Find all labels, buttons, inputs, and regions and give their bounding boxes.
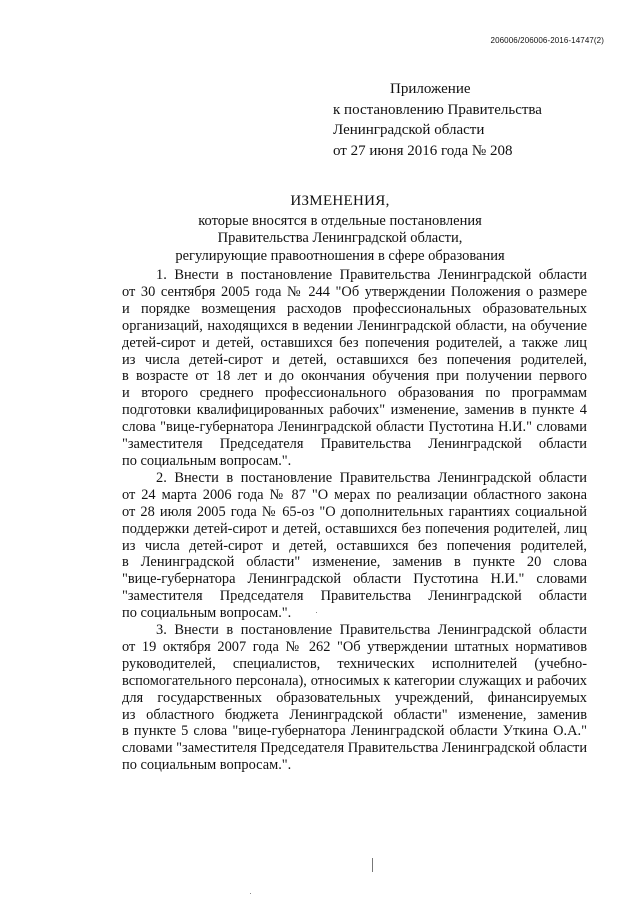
- appendix-label: Приложение: [390, 81, 471, 97]
- paragraph-3: [88, 622, 587, 774]
- document-title: ИЗМЕНЕНИЯ,: [290, 193, 390, 209]
- text-line: слова "вице-губернатора Ленинградской области Пустотина Н.И." словами: [122, 419, 587, 436]
- text-line: от 28 июля 2005 года № 65-оз "О дополнительных гарантиях социальной: [122, 503, 587, 520]
- appendix-date-number: от 27 июня 2016 года № 208: [333, 142, 513, 159]
- text-line: словами "заместителя Председателя Правительства Ленинградской области: [122, 740, 588, 757]
- appendix-region: Ленинградской области: [333, 122, 485, 138]
- text-line: вспомогательного персонала), относимых к категории служащих и рабочих: [122, 672, 587, 689]
- text-line: "заместителя Председателя Правительства Ленинградской области: [122, 436, 587, 453]
- scan-speck: [250, 893, 251, 894]
- text-line: для государственных образовательных учреждений, финансируемых: [122, 689, 587, 706]
- heading-block: [90, 193, 590, 265]
- text-line: руководителей, специалистов, технических исполнителей (учебно-: [122, 655, 587, 672]
- document-body: [88, 267, 587, 774]
- text-line: из числа детей-сирот и детей, оставшихся без попечения родителей,: [122, 537, 587, 554]
- text-line: из областного бюджета Ленинградской области" изменение, заменив: [122, 706, 587, 723]
- paragraph-1: [88, 267, 587, 470]
- scan-speck: [316, 612, 317, 613]
- text-line: по социальным вопросам.".: [122, 605, 292, 622]
- text-line: 1. Внести в постановление Правительства Ленинградской области: [156, 267, 587, 283]
- document-subtitle-line-3: регулирующие правоотношения в сфере образования: [175, 247, 505, 264]
- text-line: в пункте 5 слова "вице-губернатора Ленинградской области Уткина О.А.": [122, 723, 587, 740]
- text-line: из числа детей-сирот и детей, оставшихся без попечения родителей,: [122, 351, 587, 368]
- text-line: поддержки детей-сирот и детей, оставшихся без попечения родителей, лиц: [122, 520, 587, 537]
- paragraph-2: [88, 470, 587, 622]
- appendix-resolution-ref: к постановлению Правительства: [333, 101, 542, 118]
- text-line: от 30 сентября 2005 года № 244 "Об утверждении Положения о размере: [122, 283, 587, 300]
- text-line: по социальным вопросам.".: [122, 757, 292, 774]
- text-line: "вице-губернатора Ленинградской области Пустотина Н.И." словами: [122, 571, 587, 588]
- scan-mark: [372, 858, 373, 872]
- text-line: 3. Внести в постановление Правительства Ленинградской области: [156, 622, 587, 639]
- text-line: подготовки квалифицированных рабочих" изменение, заменив в пункте 4: [122, 402, 587, 419]
- document-subtitle-line-2: Правительства Ленинградской области,: [217, 230, 463, 246]
- document-id: 206006/206006-2016-14747(2): [490, 36, 604, 45]
- text-line: от 24 марта 2006 года № 87 "О мерах по реализации областного закона: [122, 486, 587, 503]
- text-line: и второго среднего профессионального образования по программам: [122, 385, 587, 402]
- text-line: организаций, находящихся в ведении Ленинградской области, на обучение: [122, 317, 587, 334]
- text-line: и порядке возмещения расходов профессиональных образовательных: [122, 300, 587, 317]
- text-line: в Ленинградской области" изменение, заменив в пункте 20 слова: [122, 554, 587, 571]
- text-line: "заместителя Председателя Правительства Ленинградской области: [122, 588, 587, 605]
- text-line: от 19 октября 2007 года № 262 "Об утверждении штатных нормативов: [122, 638, 587, 655]
- text-line: по социальным вопросам.".: [122, 452, 292, 469]
- document-subtitle-line-1: которые вносятся в отдельные постановления: [198, 212, 482, 229]
- text-line: 2. Внести в постановление Правительства Ленинградской области: [156, 469, 587, 486]
- text-line: в возрасте от 18 лет и до окончания обучения при получении первого: [122, 368, 587, 385]
- text-line: детей-сирот и детей, оставшихся без попечения родителей, а также лиц: [122, 334, 587, 351]
- appendix-block: [333, 79, 613, 161]
